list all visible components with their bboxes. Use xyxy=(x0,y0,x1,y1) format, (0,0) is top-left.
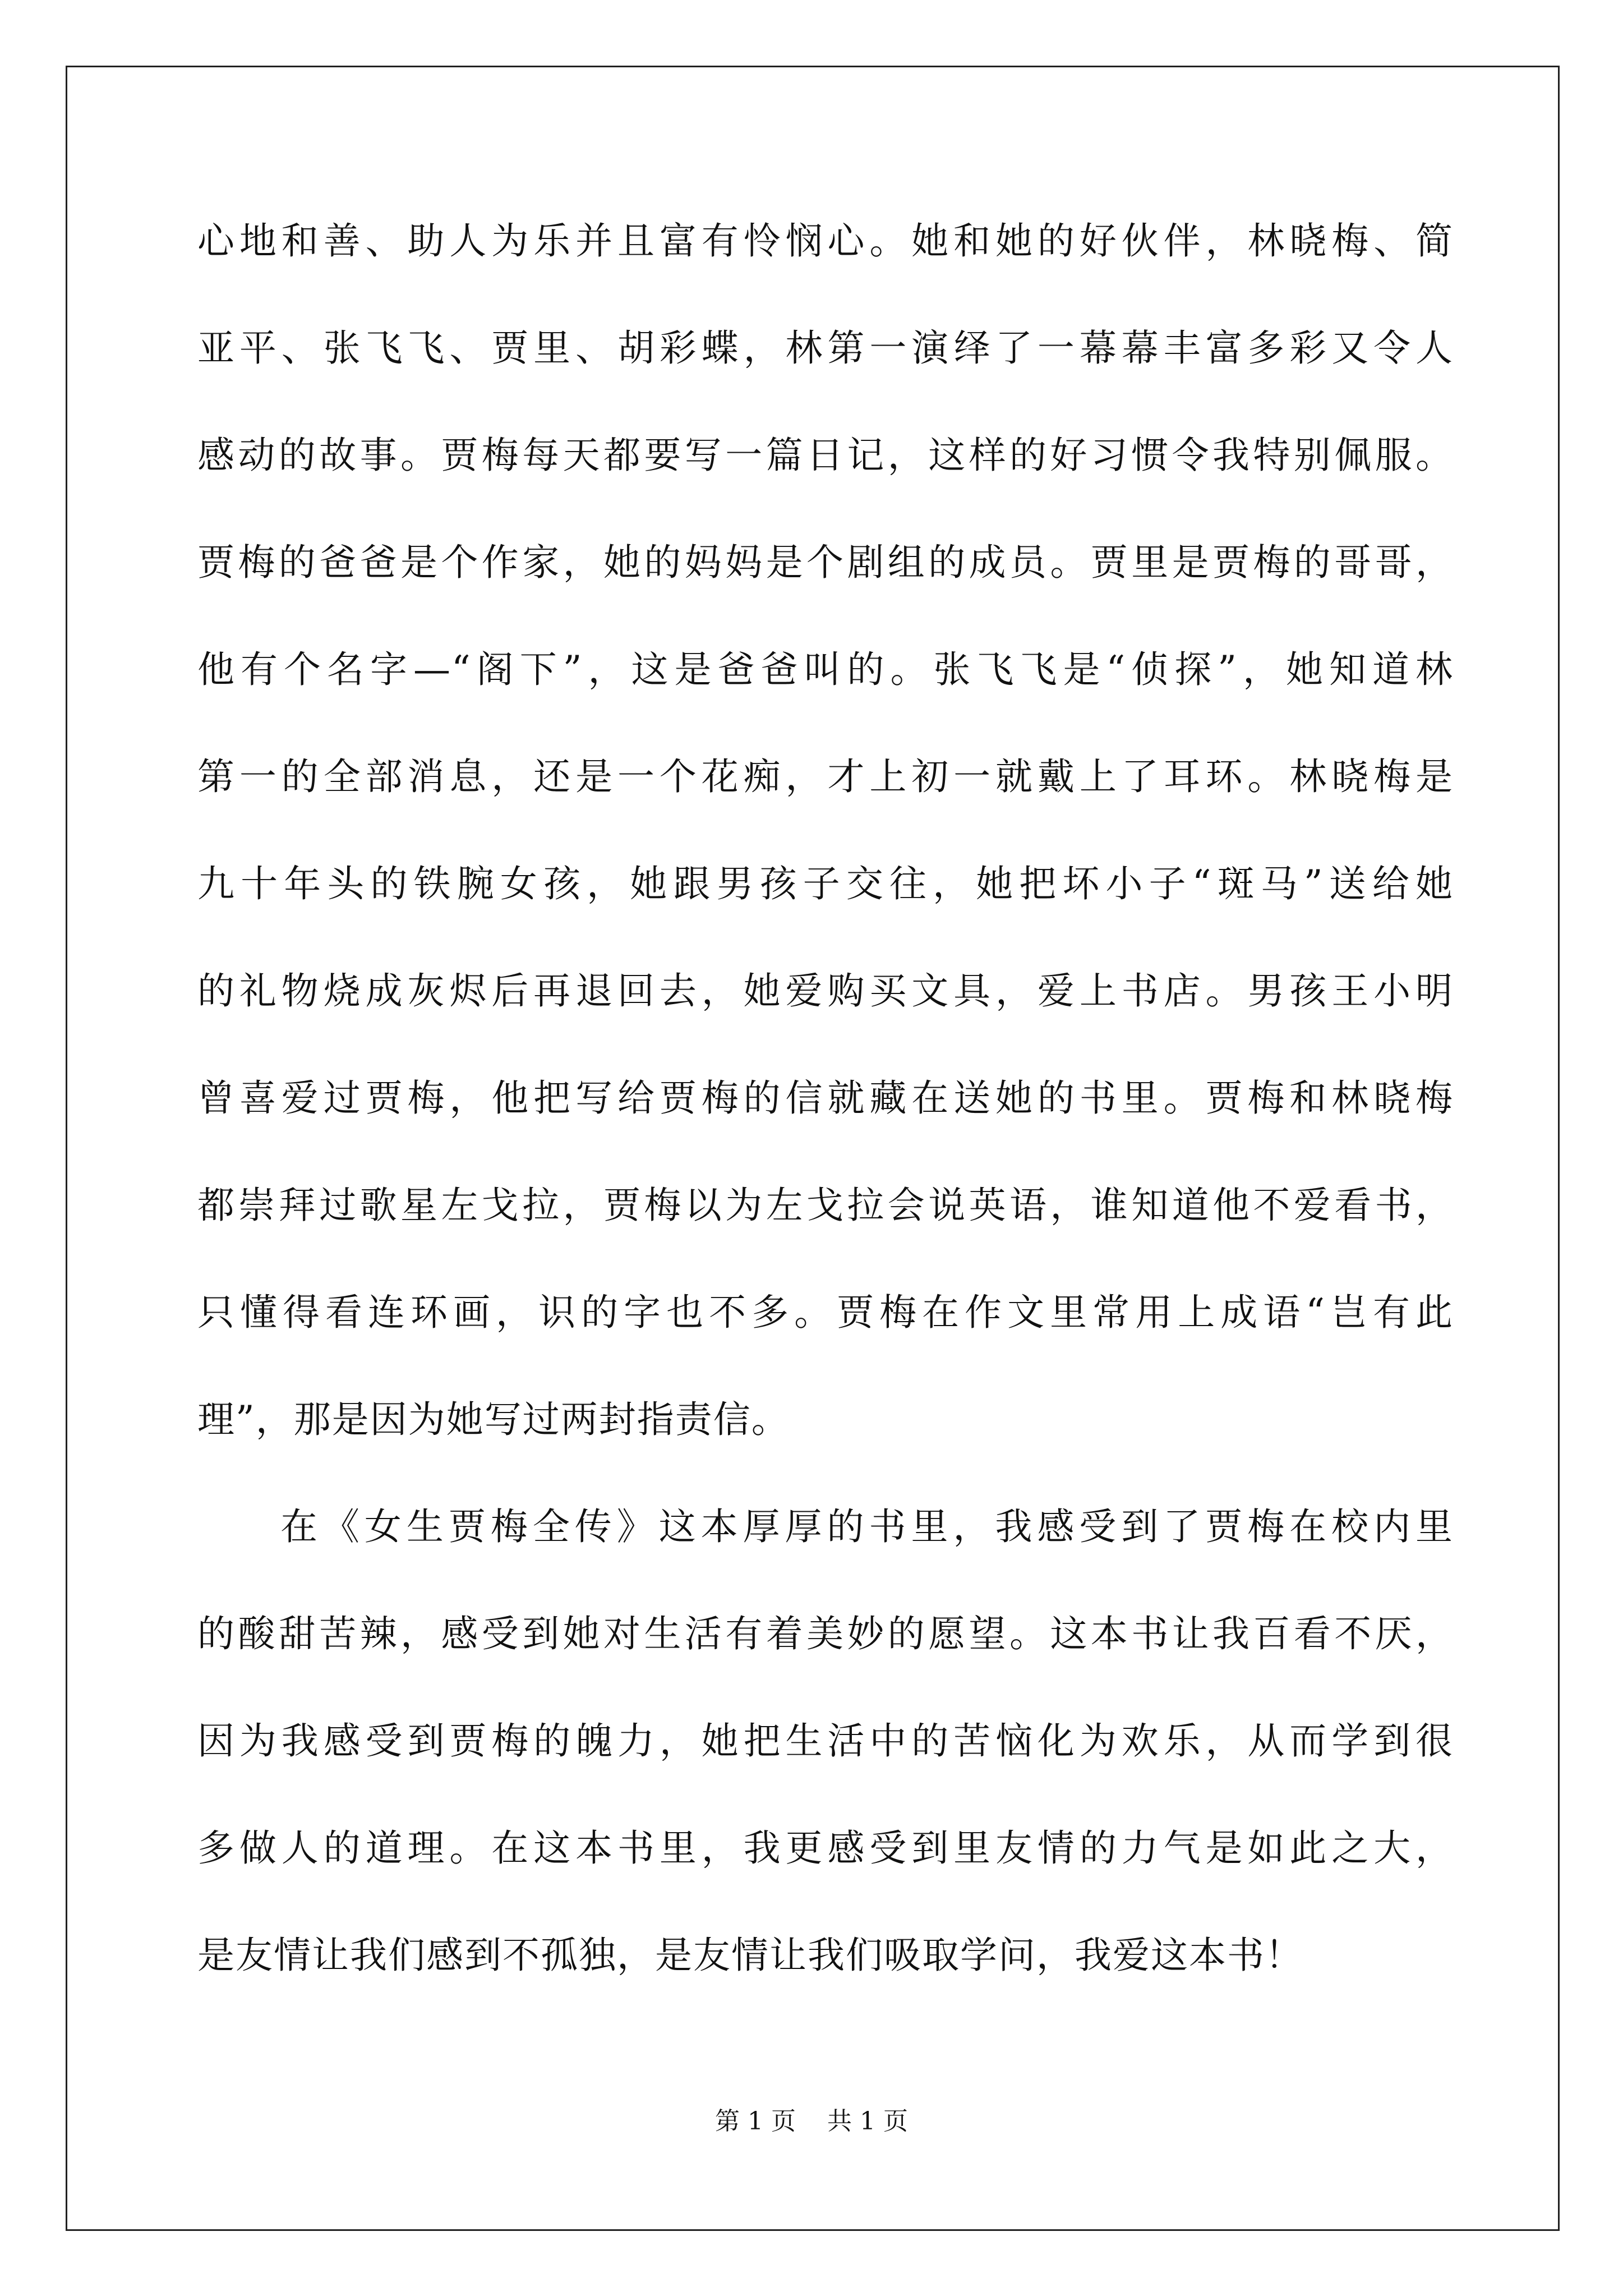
page-number: 第 1 页 xyxy=(715,2107,796,2136)
text-line: 感动的故事。贾梅每天都要写一篇日记，这样的好习惯令我特别佩服。 xyxy=(197,434,1454,477)
document-body xyxy=(197,213,1454,2035)
text-line: 第一的全部消息，还是一个花痴，才上初一就戴上了耳环。林晓梅是 xyxy=(197,755,1454,798)
text-line: 贾梅的爸爸是个作家，她的妈妈是个剧组的成员。贾里是贾梅的哥哥， xyxy=(197,541,1454,584)
text-line: 只懂得看连环画，识的字也不多。贾梅在作文里常用上成语“岂有此 xyxy=(197,1291,1454,1334)
text-line: 因为我感受到贾梅的魄力，她把生活中的苦恼化为欢乐，从而学到很 xyxy=(197,1719,1454,1763)
page-total: 共 1 页 xyxy=(827,2107,908,2136)
text-line: 曾喜爱过贾梅，他把写给贾梅的信就藏在送她的书里。贾梅和林晓梅 xyxy=(197,1076,1454,1120)
text-line: 他有个名字—“阁下”，这是爸爸叫的。张飞飞是“侦探”，她知道林 xyxy=(197,648,1454,691)
text-line: 理”，那是因为她写过两封指责信。 xyxy=(197,1398,790,1441)
paragraph-first-line: 在《女生贾梅全传》这本厚厚的书里，我感受到了贾梅在校内里 xyxy=(280,1505,1454,1548)
text-line: 心地和善、助人为乐并且富有怜悯心。她和她的好伙伴，林晓梅、简 xyxy=(197,219,1454,263)
text-line: 的礼物烧成灰烬后再退回去，她爱购买文具，爱上书店。男孩王小明 xyxy=(197,969,1454,1013)
text-line: 亚平、张飞飞、贾里、胡彩蝶，林第一演绎了一幕幕丰富多彩又令人 xyxy=(197,326,1454,370)
text-line: 是友情让我们感到不孤独，是友情让我们吸取学问，我爱这本书！ xyxy=(197,1934,1303,1977)
text-line: 多做人的道理。在这本书里，我更感受到里友情的力气是如此之大， xyxy=(197,1826,1454,1870)
page-footer xyxy=(0,2105,1623,2138)
text-line: 都崇拜过歌星左戈拉，贾梅以为左戈拉会说英语，谁知道他不爱看书， xyxy=(197,1184,1454,1227)
text-line: 的酸甜苦辣，感受到她对生活有着美妙的愿望。这本书让我百看不厌， xyxy=(197,1612,1454,1655)
text-line: 九十年头的铁腕女孩，她跟男孩子交往，她把坏小子“斑马”送给她 xyxy=(197,862,1454,905)
